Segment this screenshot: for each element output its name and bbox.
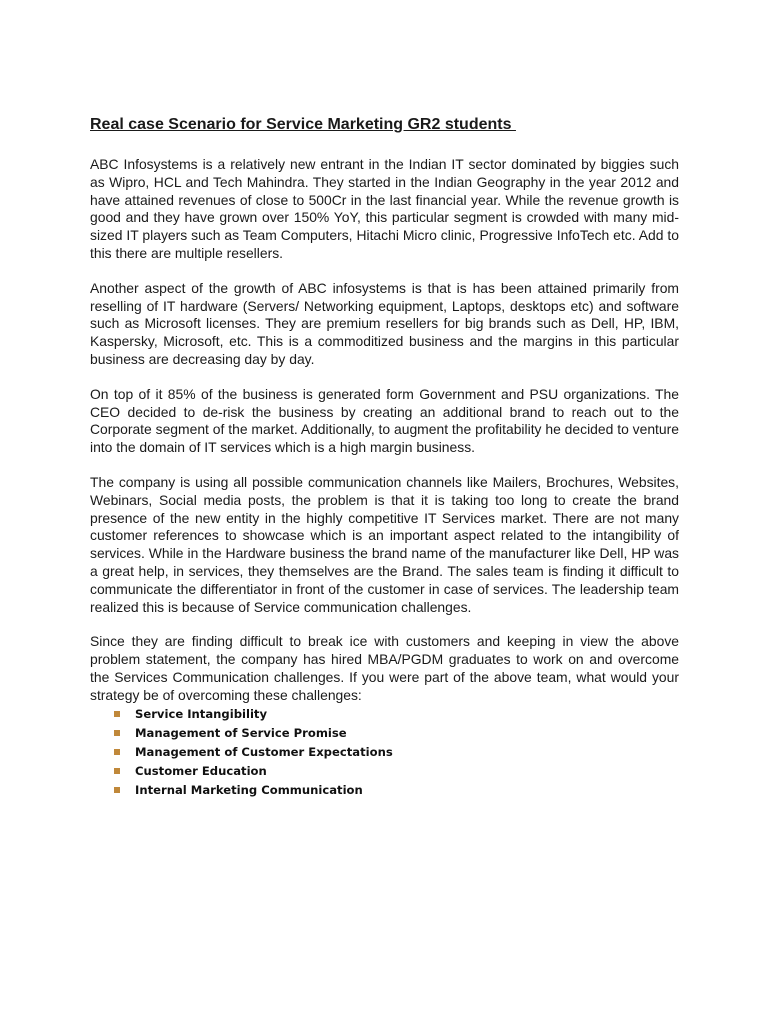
paragraph-intro: ABC Infosystems is a relatively new entrant in the Indian IT sector dominated by biggies such as Wipro, HCL and Tech Mahindra. They started in the Indian Geography in the year 2012 and have attained revenues of close to 500Cr in the last financial year. While the revenue growth is good and they have grown over 150% YoY, this particular segment is crowded with many mid-sized IT players such as Team Computers, Hitachi Micro clinic, Progressive InfoTech etc. Add to this there are multiple resellers.	[90, 156, 679, 261]
list-item-label: Management of Service Promise	[135, 725, 347, 740]
list-item	[114, 781, 679, 800]
list-item	[114, 743, 679, 762]
square-bullet-icon	[114, 787, 120, 793]
list-item-label: Customer Education	[135, 763, 267, 778]
square-bullet-icon	[114, 730, 120, 736]
challenges-list	[90, 705, 679, 800]
square-bullet-icon	[114, 711, 120, 717]
square-bullet-icon	[114, 749, 120, 755]
list-item	[114, 705, 679, 724]
paragraph-growth-aspect: Another aspect of the growth of ABC infosystems is that is has been attained primarily from reselling of IT hardware (Servers/ Networking equipment, Laptops, desktops etc) and software such as Microsoft licenses. They are premium resellers for big brands such as Dell, HP, IBM, Kaspersky, Microsoft, etc. This is a commoditized business and the margins in this particular business are decreasing day by day.	[90, 279, 679, 367]
document-page	[90, 114, 679, 800]
list-item	[114, 724, 679, 743]
square-bullet-icon	[114, 768, 120, 774]
list-item	[114, 762, 679, 781]
paragraph-communication-channels: The company is using all possible communication channels like Mailers, Brochures, Websites, Webinars, Social media posts, the problem is that it is taking too long to create the brand presence of the new entity in the highly competitive IT Services market. There are not many customer references to showcase which is an important aspect related to the intangibility of services. While in the Hardware business the brand name of the manufacturer like Dell, HP was a great help, in services, they themselves are the Brand. The sales team is finding it difficult to communicate the differentiator in front of the customer in case of services. The leadership team realized this is because of Service communication challenges.	[90, 473, 679, 615]
paragraph-government-business: On top of it 85% of the business is generated form Government and PSU organizations. The CEO decided to de-risk the business by creating an additional brand to reach out to the Corporate segment of the market. Additionally, to augment the profitability he decided to venture into the domain of IT services which is a high margin business.	[90, 385, 679, 456]
list-item-label: Internal Marketing Communication	[135, 782, 363, 797]
document-title: Real case Scenario for Service Marketing GR2 students	[90, 116, 516, 133]
list-item-label: Service Intangibility	[135, 706, 268, 721]
paragraph-problem-statement: Since they are finding difficult to break ice with customers and keeping in view the above problem statement, the company has hired MBA/PGDM graduates to work on and overcome the Services Communication challenges. If you were part of the above team, what would your strategy be of overcoming these challenges:	[90, 633, 679, 703]
list-item-label: Management of Customer Expectations	[135, 744, 393, 759]
